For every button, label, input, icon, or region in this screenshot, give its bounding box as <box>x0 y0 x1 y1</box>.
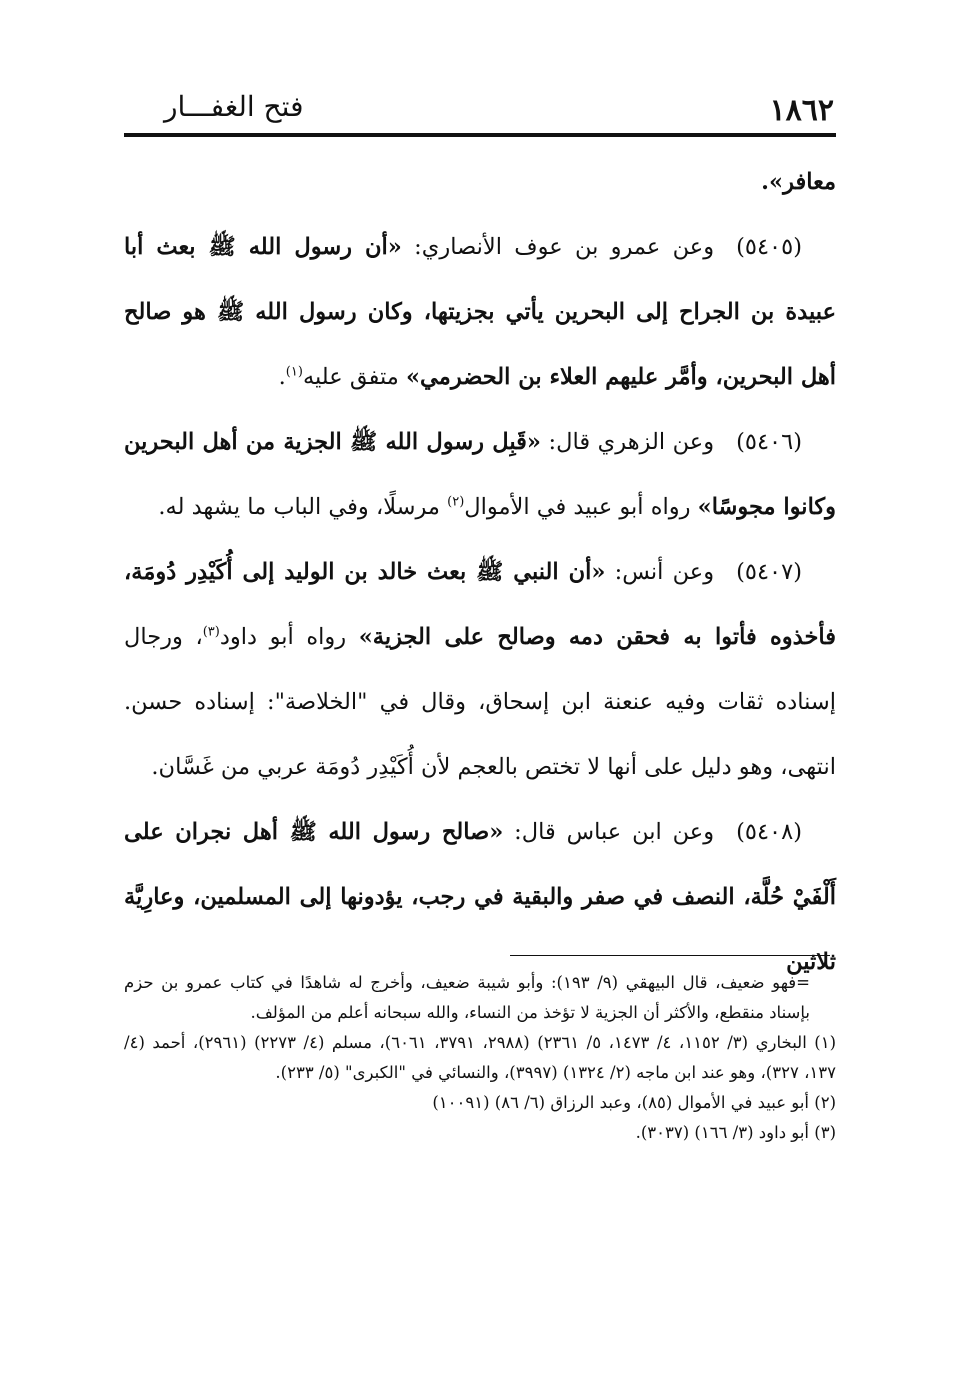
page-number: ١٨٦٢ <box>769 93 834 128</box>
hadith-end: ، ورجال إسناده ثقات وفيه عنعنة ابن إسحاق، وقال في "الخلاصة": إسناده حسن. انتهى، وهو دليل على أنها لا تختص بالعجم لأن أُكَيْدِر دُومَة عربي من غَسَّان. <box>124 624 836 780</box>
hadith-source: رواه أبو عبيد في الأموال <box>464 494 698 520</box>
footnote-2: (٢) أبو عبيد في الأموال (٨٥)، وعبد الرزاق (٦/ ٨٦) (١٠٠٩١) <box>432 1093 836 1112</box>
hadith-intro: وعن عمرو بن عوف الأنصاري: <box>401 234 715 260</box>
hadith-number: (٥٤٠٧) <box>736 559 802 585</box>
main-text <box>124 150 836 995</box>
hadith-matn: «صالح رسول الله ﷺ أهل نجران على أَلْفَيْ حُلَّة، النصف في صفر والبقية في رجب، يؤدونها إلى المسلمين، وعارِيَّة ثلاثين <box>124 819 836 975</box>
continuation-line <box>124 150 836 215</box>
hadith-source: متفق عليه <box>302 364 406 390</box>
hadith-number: (٥٤٠٨) <box>736 819 802 845</box>
footnote-1: (١) البخاري (٣/ ١١٥٢، ٤/ ١٤٧٣، ٥/ ٢٣٦١) (٢٩٨٨، ٣٧٩١، ٦٠٦١)، مسلم (٤/ ٢٢٧٣) (٢٩٦١)، أحمد (٤/ ١٣٧، ٣٢٧)، وهو عند ابن ماجه (٢/ ١٣٢٤) (٣٩٩٧)، والنسائي في "الكبرى" (٥/ ٢٣٣). <box>124 1033 837 1082</box>
footnotes <box>124 968 836 1148</box>
hadith-5408 <box>124 800 836 995</box>
footnote-ref-3[interactable]: (٣) <box>202 624 220 640</box>
hadith-intro: وعن الزهري قال: <box>540 429 715 455</box>
footnote-separator <box>510 955 830 956</box>
hadith-intro: وعن ابن عباس قال: <box>503 819 715 845</box>
continuation-text: معافر». <box>761 169 836 195</box>
hadith-5405 <box>124 215 836 410</box>
footnote-continuation: =فهو ضعيف، قال البيهقي (٩/ ١٩٣): وأبو شيبة ضعيف، وأخرج له شاهدًا في كتاب عمرو بن حزم بإسناد منقطع، والأكثر أن الجزية لا تؤخذ من النساء، والله سبحانه أعلم من المؤلف. <box>124 973 811 1022</box>
hadith-intro: وعن أنس: <box>605 559 715 585</box>
hadith-5407 <box>124 540 836 800</box>
header-rule <box>124 133 836 137</box>
hadith-end: مرسلًا، وفي الباب ما يشهد له. <box>158 494 448 520</box>
hadith-matn: «أن رسول الله ﷺ بعث أبا عبيدة بن الجراح إلى البحرين يأتي بجزيتها، وكان رسول الله ﷺ هو صالح أهل البحرين، وأمَّر عليهم العلاء بن الحضرمي» <box>124 234 836 390</box>
footnote-ref-1[interactable]: (١) <box>285 364 303 380</box>
hadith-5406 <box>124 410 836 540</box>
book-title: فتح الغفـــار <box>164 90 304 123</box>
hadith-matn: «أن النبي ﷺ بعث خالد بن الوليد إلى أُكَيْدِر دُومَة، فأخذوه فأتوا به فحقن دمه وصالح على الجزية» <box>124 559 836 650</box>
hadith-number: (٥٤٠٥) <box>736 234 802 260</box>
hadith-source: رواه أبو داود <box>219 624 359 650</box>
hadith-number: (٥٤٠٦) <box>736 429 802 455</box>
running-header <box>124 88 834 134</box>
footnote-3: (٣) أبو داود (٣/ ١٦٦) (٣٠٣٧). <box>635 1123 836 1142</box>
hadith-end: . <box>278 364 286 390</box>
hadith-matn: «قَبِل رسول الله ﷺ الجزية من أهل البحرين وكانوا مجوسًا» <box>124 429 836 520</box>
footnote-ref-2[interactable]: (٢) <box>447 494 465 510</box>
